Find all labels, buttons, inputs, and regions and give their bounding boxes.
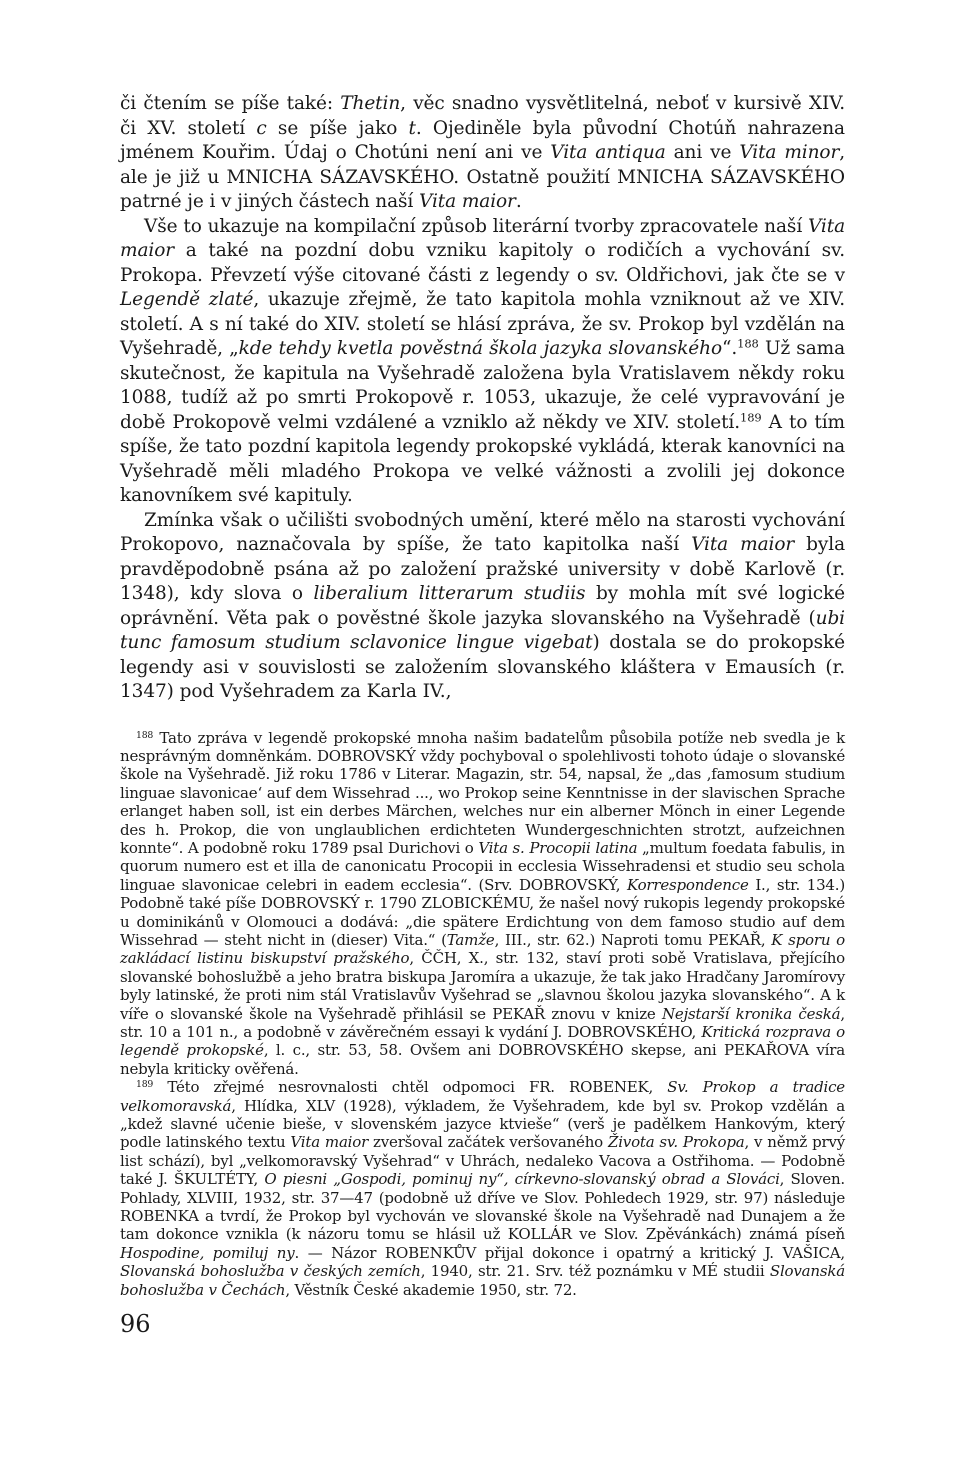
text-run: Už sama skutečnost, že kapitula na Vyšehradě založena byla Vratislavem někdy roku 1088, tudíž až po smrti Prokopově r. 1053, ukazuje, že celé vypravování je době Prokopově velmi vzdálené a vzniklo až někdy ve XIV. století. xyxy=(120,338,846,433)
italic-phrase: ubi tunc famosum studium sclavonice lingue vigebat xyxy=(120,607,845,653)
text-run: A to tím spíše, že tato pozdní kapitola legendy prokopské vykládá, kterak kanovníci na Vyšehradě měli mladého Prokopa ve velké vážnosti a zvolili jej dokonce kanovníkem své kapituly. xyxy=(120,411,846,506)
text-run: . Ojediněle byla původní Chotúň nahrazena jménem Kouřim. Údaj o Chotúni není ani ve xyxy=(120,117,845,163)
paragraph-1 xyxy=(120,92,845,215)
text-run: , l. c., str. 53, 58. Ovšem ani DOBROVSKÉHO skepse, ani PEKAŘOVA víra nebyla kriticky ověřená. xyxy=(120,1041,845,1078)
text-run: ani ve xyxy=(665,142,740,163)
italic-phrase: Kritická rozprava o legendě prokopské xyxy=(120,1023,846,1060)
body-text xyxy=(120,92,845,705)
text-run: by mohla mít své logické oprávnění. Věta pak o pověstné škole jazyka slovanského na Vyšehradě ( xyxy=(120,583,846,629)
text-run: ) dostala se do prokopské legendy asi v souvislosti se založením slovanského kláštera v Emausích (r. 1347) pod Vyšehradem za Karla IV., xyxy=(120,632,846,702)
footnote-marker: 189 xyxy=(136,1079,154,1091)
italic-phrase: Vita maior xyxy=(419,191,516,212)
italic-phrase: c xyxy=(256,117,267,139)
text-run: a také na pozdní dobu vzniku kapitoly o rodičích a vychování sv. Prokopa. Převzetí výše citované části z legendy o sv. Oldřichovi, jak čte se v xyxy=(120,240,845,286)
text-run: . xyxy=(515,191,522,212)
footnote-189 xyxy=(120,1078,845,1299)
italic-phrase: Sv. Prokop a tradice velkomoravská xyxy=(120,1078,845,1115)
italic-phrase: t xyxy=(408,117,416,139)
footnote-188 xyxy=(120,729,845,1079)
italic-phrase: kde tehdy kvetla pověstná škola jazyka slovanského xyxy=(238,338,723,359)
italic-phrase: Vita antiqua xyxy=(550,142,666,163)
text-run: byla pravděpodobně psána až po založení pražské university v době Karlově (r. 1348), kdy slova o xyxy=(120,534,845,604)
text-run: I., str. 134.) Podobně také píše DOBROVSKÝ r. 1790 ZLOBICKÉMU, že našel nový rukopis legendy prokopské u dominikánů v Olomouci a dodává: „die spätere Erdichtung von dem famoso studio auf dem Wissehrad — steht nicht in (dieser) Vita.“ ( xyxy=(120,875,845,949)
text-run: , ale je již u MNICHA SÁZAVSKÉHO. Ostatně použití MNICHA SÁZAVSKÉHO patrné je i v jiných částech naší xyxy=(120,142,845,212)
page-number: 96 xyxy=(120,1310,151,1338)
italic-phrase: Tamže xyxy=(446,930,495,949)
text-run: , Hlídka, XLV (1928), výkladem, že Vyšehradem, kde byl sv. Prokop vzdělán a „kdež slavné učenie bieše, v slovenském jazyce ktvieše“ (verš je padělkem Hankovým, který podle latinského textu xyxy=(120,1096,845,1152)
italic-phrase: Vita maior xyxy=(691,534,795,555)
italic-phrase: Korrespondence xyxy=(626,875,749,894)
text-run: či čtením se píše také: xyxy=(120,93,341,114)
italic-phrase: Slovanská bohoslužba v Čechách xyxy=(120,1262,845,1299)
paragraph-3 xyxy=(120,509,845,705)
text-run: , str. 10 a 101 n., a podobně v závěrečném essayi k vydání J. DOBROVSKÉHO, xyxy=(120,1004,845,1041)
text-run: , 1940, str. 21. Srv. též poznámku v MÉ studii xyxy=(420,1262,770,1281)
italic-phrase: Hospodine, pomiluj ny xyxy=(120,1243,295,1262)
italic-phrase: Thetin xyxy=(340,93,401,114)
text-run: . — Názor ROBENKŮV přijal dokonce i opatrný a kritický J. VAŠICA, xyxy=(294,1243,845,1262)
italic-phrase: Slovanská bohoslužba v českých zemích xyxy=(120,1262,421,1281)
text-run: , Věstník České akademie 1950, str. 72. xyxy=(285,1280,577,1299)
text-run: „multum foedata fabulis, in quorum numero est et illa de canonicatu Procopii in ecclesia Wissehradensi et studio seu schola linguae slavonicae celebri in eadem ecclesia“. (Srv. DOBROVSKÝ, xyxy=(120,838,845,894)
footnote-marker: 189 xyxy=(740,410,762,425)
paragraph-2 xyxy=(120,215,845,509)
text-run: se píše jako xyxy=(266,117,409,139)
text-run: , v němž prvý list schází), byl „velkomoravský Vyšehrad“ v Uhrách, nedaleko Vacova a Ostřihoma. — Podobně také J. ŠKULTÉTY, xyxy=(120,1133,845,1189)
footnote-marker: 188 xyxy=(136,729,154,741)
italic-phrase: O piesni „Gospodi, pominuj ny“, církevno-slovanský obrad a Slováci xyxy=(264,1170,780,1189)
italic-phrase: Nejstarší kronika česká xyxy=(662,1004,841,1023)
text-run: Vše to ukazuje na kompilační způsob literární tvorby zpracovatele naší xyxy=(144,215,808,237)
italic-phrase: Vita maior xyxy=(290,1133,369,1152)
italic-phrase: Vita maior xyxy=(120,215,845,261)
text-run: , ukazuje zřejmě, že tato kapitola mohla vzniknout až ve XIV. století. A s ní také do XIV. století se hlásí zpráva, že sv. Prokop byl vzdělán na Vyšehradě, „ xyxy=(120,289,846,359)
italic-phrase: Vita minor xyxy=(739,142,840,163)
text-run: “. xyxy=(722,338,738,359)
text-run: zveršoval začátek veršovaného xyxy=(368,1133,608,1152)
book-page xyxy=(120,92,845,1299)
italic-phrase: Života sv. Prokopa xyxy=(607,1133,745,1152)
text-run: , ČČH, X., str. 132, staví proti sobě Vratislava, přejícího slovanské bohoslužbě a jeho bratra biskupa Jaromíra a ukazuje, že tak jako Hradčany Jaromírovy byly latinské, že proti nim stál Vratislavův Vyšehrad se „slavnou školou jazyka slovanského“. A k víře o slovanské škole na Vyšehradě přihlásil se PEKAŘ znovu v knize xyxy=(120,949,845,1023)
italic-phrase: Legendě zlaté xyxy=(120,289,254,310)
italic-phrase: liberalium litterarum studiis xyxy=(313,583,586,604)
text-run: , věc snadno vysvětlitelná, neboť v kursivě XIV. či XV. století xyxy=(120,93,845,139)
text-run: Této zřejmé nesrovnalosti chtěl odpomoci FR. ROBENEK, xyxy=(153,1078,668,1097)
italic-phrase: Vita s. Procopii latina xyxy=(478,838,638,857)
text-run: , Sloven. Pohlady, XLVIII, 1932, str. 37—47 (podobně už dříve ve Slov. Pohledech 1929, str. 97) následuje ROBENKA a tvrdí, že Prokop byl vychován ve slovanské škole na Vyšehradě nad Dunajem a že tam dokonce vznikla (k názoru tomu se hlásil už KOLLÁR ve Slov. Zpěvánkách) známá píseň xyxy=(120,1170,845,1244)
text-run: Tato zpráva v legendě prokopské mnoha našim badatelům působila potíže neb svedla je k nesprávným domněnkám. DOBROVSKÝ vždy pochyboval o spolehlivosti tohoto údaje o slovanské škole na Vyšehradě. Již roku 1786 v Literar. Magazin, str. 54, napsal, že „das ‚famosum studium linguae slavonicae‘ auf dem Wissehrad ..., wo Prokop seine Kenntnisse in der slavischen Sprache erlanget haben soll, ist ein derbes Märchen, welches nur ein alberner Mönch in einer Legende des h. Prokop, die von unglaublichen erdichteten Wundergeschnichten strotzt, aufzeichnen konnte“. A podobně roku 1789 psal Durichovi o xyxy=(120,728,845,857)
footnotes xyxy=(120,729,845,1300)
italic-phrase: K sporu o zakládací listinu biskupství pražského xyxy=(120,930,845,968)
text-run: , III., str. 62.) Naproti tomu PEKAŘ, xyxy=(494,930,772,949)
text-run: Zmínka však o učilišti svobodných umění, které mělo na starosti vychování Prokopovo, naznačovala by spíše, že tato kapitolka naší xyxy=(120,509,845,555)
footnote-marker: 188 xyxy=(737,336,759,351)
